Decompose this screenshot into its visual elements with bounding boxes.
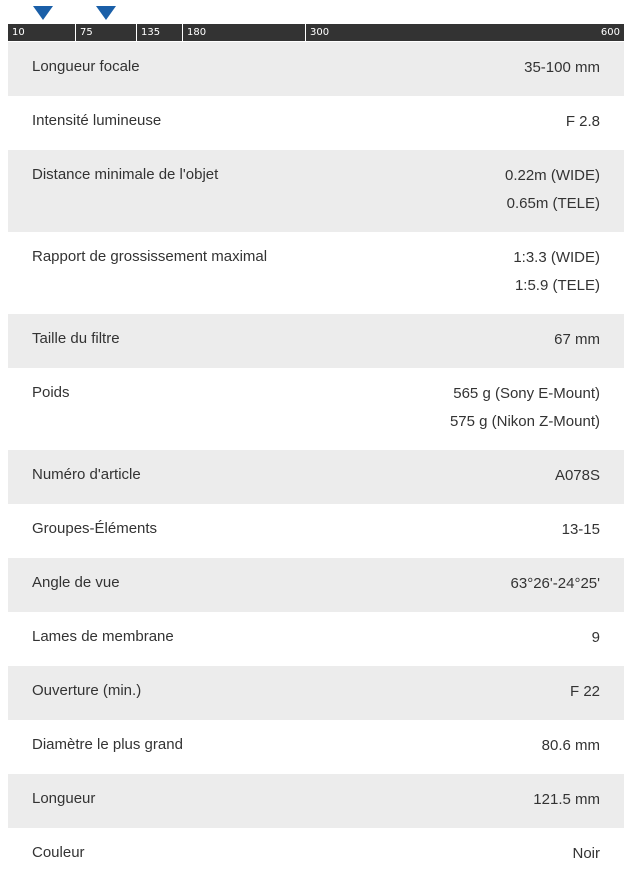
spec-value: 1:3.3 (WIDE) [513, 249, 600, 266]
scale-tick: 180 [182, 24, 206, 41]
spec-values [505, 150, 600, 222]
spec-label: Longueur focale [32, 58, 140, 75]
focal-max-marker-icon [96, 6, 116, 20]
spec-values [513, 232, 600, 304]
spec-label: Taille du filtre [32, 330, 120, 347]
spec-label: Groupes-Éléments [32, 520, 158, 537]
spec-row [8, 450, 624, 504]
spec-row [8, 314, 624, 368]
spec-values [570, 666, 600, 710]
spec-row [8, 720, 624, 774]
spec-value: 13-15 [561, 521, 600, 538]
spec-value: 35-100 mm [524, 59, 600, 76]
focal-length-scale [8, 24, 624, 41]
spec-value: 9 [591, 629, 600, 646]
spec-label: Rapport de grossissement maximal [32, 248, 268, 265]
spec-row [8, 368, 624, 450]
spec-value: 67 mm [554, 331, 600, 348]
spec-value: 63°26'-24°25' [510, 575, 600, 592]
spec-label: Poids [32, 384, 70, 401]
scale-tick: 75 [75, 24, 93, 41]
spec-value: A078S [554, 467, 600, 484]
spec-value: 80.6 mm [541, 737, 600, 754]
spec-row [8, 828, 624, 882]
spec-values [572, 828, 600, 872]
spec-values [555, 450, 600, 494]
spec-row [8, 232, 624, 314]
spec-value: 565 g (Sony E-Mount) [453, 385, 600, 402]
spec-row [8, 612, 624, 666]
scale-tick: 135 [136, 24, 160, 41]
spec-label: Diamètre le plus grand [32, 736, 183, 753]
spec-values [524, 42, 600, 86]
spec-value: F 2.8 [565, 113, 600, 130]
spec-values [554, 314, 600, 358]
spec-label: Couleur [32, 844, 85, 861]
scale-tick: 10 [12, 27, 25, 38]
spec-row [8, 504, 624, 558]
spec-label: Ouverture (min.) [32, 682, 142, 699]
spec-values [562, 504, 600, 548]
lens-spec-panel [8, 0, 624, 862]
spec-row [8, 96, 624, 150]
spec-row [8, 774, 624, 828]
focal-range-markers [8, 6, 624, 22]
spec-label: Longueur [32, 790, 96, 807]
spec-values [592, 612, 600, 656]
spec-values [566, 96, 600, 140]
focal-min-marker-icon [33, 6, 53, 20]
spec-label: Lames de membrane [32, 628, 174, 645]
spec-values [450, 368, 600, 440]
spec-row [8, 558, 624, 612]
spec-values [533, 774, 600, 818]
spec-value: F 22 [569, 683, 600, 700]
spec-row [8, 150, 624, 232]
spec-label: Numéro d'article [32, 466, 141, 483]
spec-value: 0.22m (WIDE) [504, 167, 600, 184]
spec-label: Distance minimale de l'objet [32, 166, 219, 183]
spec-values [542, 720, 600, 764]
spec-value: Noir [572, 845, 600, 862]
spec-label: Angle de vue [32, 574, 120, 591]
scale-tick: 600 [600, 27, 620, 38]
spec-row [8, 666, 624, 720]
focal-range-indicator [8, 0, 624, 42]
spec-row [8, 42, 624, 96]
spec-value: 121.5 mm [533, 791, 600, 808]
spec-value: 1:5.9 (TELE) [514, 277, 600, 294]
spec-value: 0.65m (TELE) [506, 195, 600, 212]
spec-label: Intensité lumineuse [32, 112, 162, 129]
spec-table [8, 42, 624, 882]
scale-tick: 300 [305, 24, 329, 41]
spec-values [511, 558, 600, 602]
spec-value: 575 g (Nikon Z-Mount) [449, 413, 600, 430]
